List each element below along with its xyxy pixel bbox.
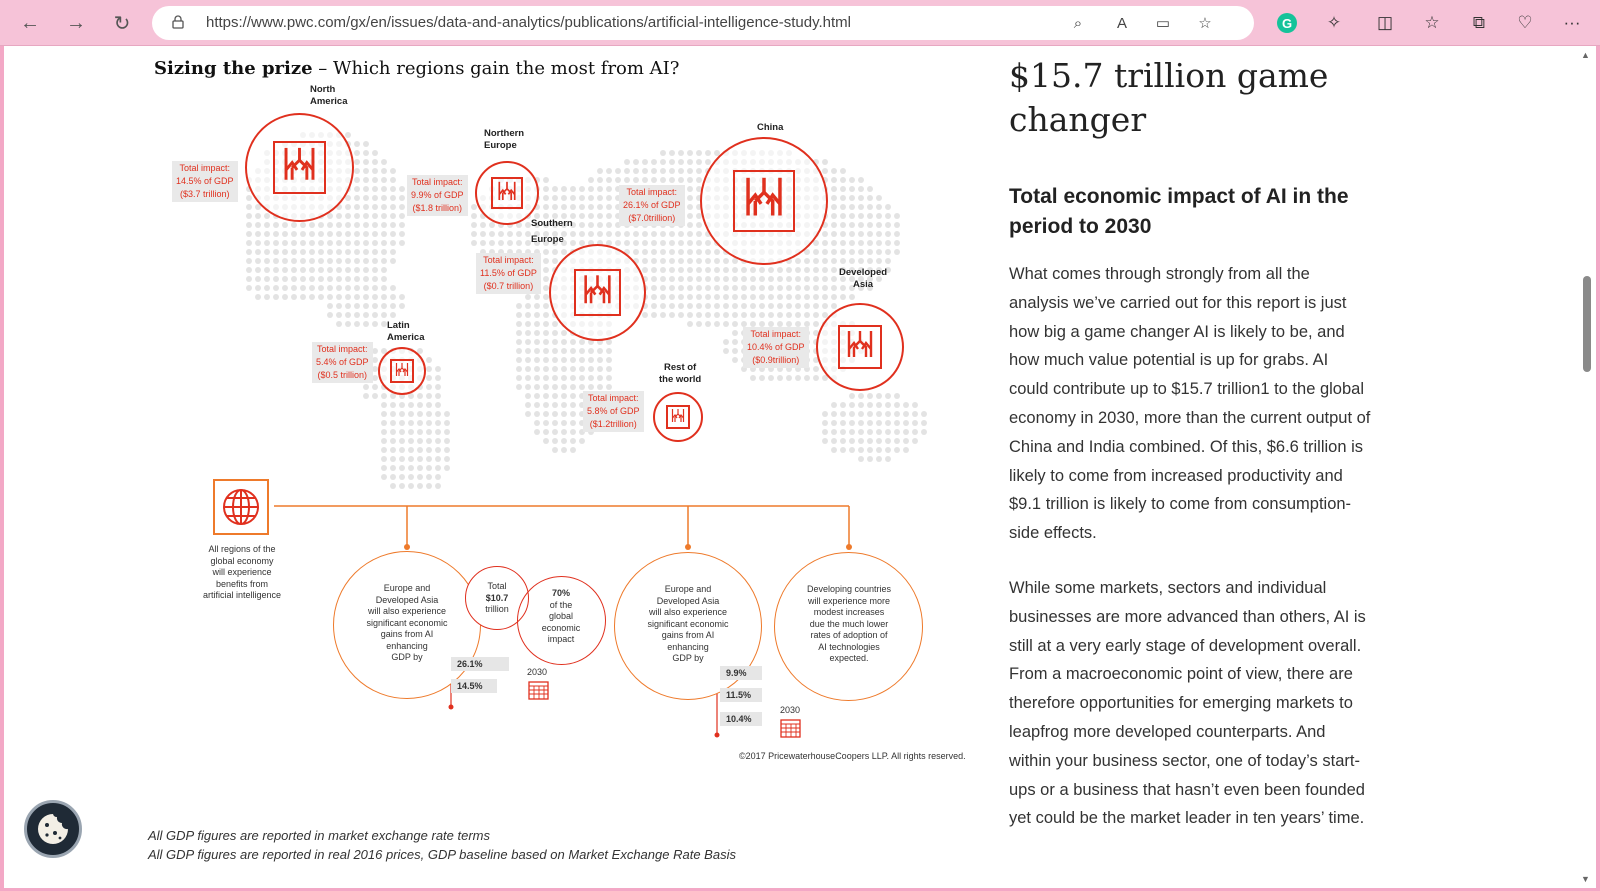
immersive-reader-icon[interactable]: ▭	[1155, 15, 1171, 32]
calendar-icon	[528, 680, 549, 700]
year-label: 2030	[527, 667, 548, 677]
article-subtitle: Total economic impact of AI in the period to 2030	[1009, 185, 1349, 238]
more-icon[interactable]: ···	[1563, 13, 1581, 32]
article-title: $15.7 trillion game changer	[1009, 56, 1329, 139]
scroll-up-icon[interactable]: ▲	[1581, 50, 1590, 60]
read-aloud-icon[interactable]: A	[1116, 14, 1127, 32]
article-paragraph: While some markets, sectors and individual businesses are more advanced than others, AI is still at a very early stage of development overall. From a macroeconomic point of view, there are therefore opportunities for emerging markets to leapfrog more developed counterparts. And within your business sector, one of today’s start-ups or a business that hasn’t even been founded yet could be the market leader in ten years’ time.	[1009, 579, 1366, 828]
developing-countries-text: Developing countries will experience more modest increases due the much lower rates of adoption of AI technologies expected.	[806, 584, 892, 663]
ai-network-icon	[390, 359, 414, 383]
impact-box-southern-europe: Total impact: 11.5% of GDP ($0.7 trillion)	[476, 253, 541, 294]
url-text[interactable]: https://www.pwc.com/gx/en/issues/data-and-analytics/publications/artificial-intelligence-study.html	[206, 14, 852, 31]
impact-box-northern-europe: Total impact: 9.9% of GDP ($1.8 trillion)	[407, 175, 468, 216]
region-name-latin-america: Latin America	[387, 320, 425, 343]
impact-box-latin-america: Total impact: 5.4% of GDP ($0.5 trillion)	[312, 342, 373, 383]
year-label: 2030	[780, 705, 801, 715]
region-name-developed-asia: Developed Asia	[839, 267, 888, 290]
region-name-rest-of-world: Rest of the world	[659, 362, 702, 385]
ai-network-icon	[491, 177, 523, 209]
impact-box-china: Total impact: 26.1% of GDP ($7.0trillion)	[619, 185, 685, 226]
copyright-text: ©2017 PricewaterhouseCoopers LLP. All rights reserved.	[739, 751, 966, 761]
ai-network-icon	[733, 170, 795, 232]
stat-box: 14.5%	[451, 679, 497, 693]
scroll-down-icon[interactable]: ▼	[1581, 874, 1590, 884]
share-text: 70% of the global economic impact	[541, 588, 581, 644]
zoom-icon[interactable]: ⌕	[1073, 14, 1083, 32]
stat-box: 10.4%	[720, 712, 762, 726]
region-name-northern-europe: Northern Europe	[484, 128, 525, 151]
region-name-north-america: North America	[310, 84, 348, 107]
region-name-china: China	[757, 122, 784, 133]
impact-box-developed-asia: Total impact: 10.4% of GDP ($0.9trillion)	[743, 327, 809, 368]
page-scrollbar[interactable]	[1578, 46, 1596, 888]
ai-network-icon	[666, 405, 690, 429]
footnote: All GDP figures are reported in real 2016 prices, GDP baseline based on Market Exchange Rate Basis	[148, 847, 736, 862]
stat-box: 9.9%	[720, 666, 762, 680]
favorite-star-icon[interactable]: ☆	[1198, 15, 1212, 32]
stat-box: 11.5%	[720, 688, 762, 702]
eu-asia-text-middle: Europe and Developed Asia will also experience significant economic gains from AI enhancing GDP by	[647, 584, 729, 663]
total-text: Total $10.7 trillion	[485, 581, 509, 614]
browser-toolbar	[0, 0, 1600, 46]
favorites-icon[interactable]: ☆	[1424, 13, 1440, 32]
all-regions-text: All regions of the global economy will experience benefits from artificial intelligence	[202, 544, 282, 600]
forward-icon[interactable]: →	[66, 11, 86, 34]
article-paragraph: What comes through strongly from all the analysis we’ve carried out for this report is just how big a game changer AI is likely to be, and how much value potential is up for grabs. AI could contribute up to $15.7 trillion1 to the global economy in 2030, more than the current output of China and India combined. Of this, $6.6 trillion is likely to come from increased productivity and $9.1 trillion is likely to come from consumption-side effects.	[1009, 265, 1371, 543]
infographic-title: Sizing the prize – Which regions gain the most from AI?	[154, 58, 680, 79]
eu-asia-text-left: Europe and Developed Asia will also experience significant economic gains from AI enhancing GDP by	[366, 583, 448, 662]
scrollbar-thumb[interactable]	[1583, 276, 1591, 372]
footnote: All GDP figures are reported in market exchange rate terms	[148, 828, 490, 843]
region-name-southern-europe: Southern Europe	[531, 218, 573, 245]
page-content	[4, 46, 1578, 888]
ai-network-icon	[574, 269, 621, 316]
cookie-icon	[35, 811, 71, 847]
globe-icon	[213, 479, 269, 535]
stat-box: 26.1%	[451, 657, 509, 671]
ai-network-icon	[838, 325, 882, 369]
grammarly-icon[interactable]: G	[1277, 13, 1297, 33]
split-screen-icon[interactable]: ◫	[1376, 13, 1394, 32]
cookie-settings-button[interactable]	[24, 800, 82, 858]
refresh-icon[interactable]: ↻	[113, 12, 131, 35]
collections-icon[interactable]: ⧉	[1472, 13, 1486, 32]
impact-box-north-america: Total impact: 14.5% of GDP ($3.7 trillion)	[172, 161, 238, 202]
ai-network-icon	[273, 141, 326, 194]
impact-box-rest-of-world: Total impact: 5.8% of GDP ($1.2trillion)	[583, 391, 644, 432]
extensions-icon[interactable]: ✧	[1326, 13, 1342, 32]
back-icon[interactable]: ←	[20, 11, 40, 34]
lock-icon[interactable]	[172, 15, 184, 29]
calendar-icon	[780, 718, 801, 738]
health-icon[interactable]: ♡	[1517, 13, 1533, 32]
address-bar[interactable]	[152, 6, 1254, 40]
